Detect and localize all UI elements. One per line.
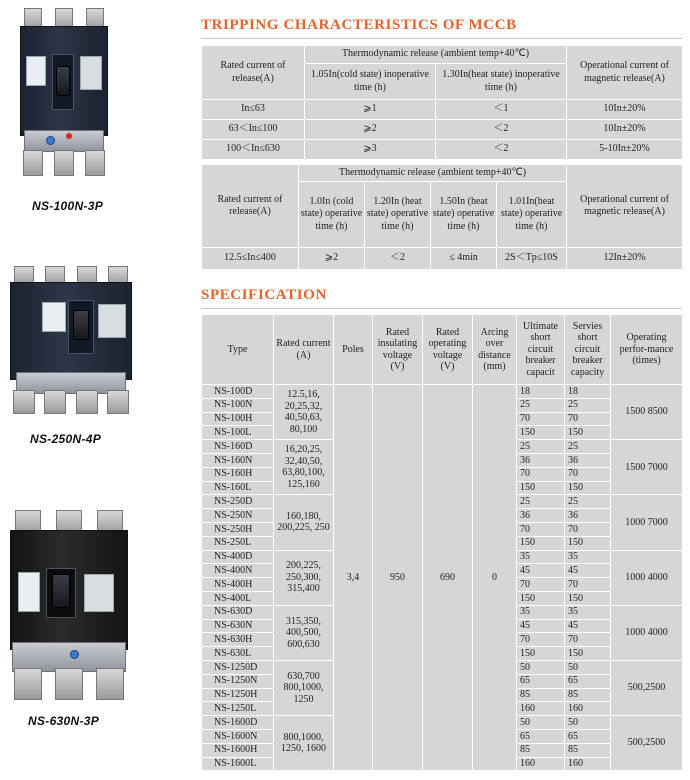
cell-ultimate: 70 bbox=[517, 522, 565, 536]
cell-rated-current: 800,1000, 1250, 1600 bbox=[274, 716, 334, 771]
cell-type: NS-630D bbox=[202, 605, 274, 619]
cell-ultimate: 150 bbox=[517, 481, 565, 495]
cell-type: NS-250D bbox=[202, 495, 274, 509]
product-ns100 bbox=[10, 8, 120, 218]
cell-service: 70 bbox=[565, 578, 611, 592]
cell-ultimate: 35 bbox=[517, 605, 565, 619]
cell-service: 50 bbox=[565, 716, 611, 730]
cell-type: NS-1600N bbox=[202, 729, 274, 743]
cell-ultimate: 85 bbox=[517, 688, 565, 702]
header-thermodynamic: Thermodynamic release (ambient temp+40℃) bbox=[299, 165, 567, 182]
cell-service: 150 bbox=[565, 426, 611, 440]
cell-service: 160 bbox=[565, 702, 611, 716]
cell-service: 35 bbox=[565, 605, 611, 619]
cell-type: NS-400D bbox=[202, 550, 274, 564]
cell-type: NS-160N bbox=[202, 453, 274, 467]
cell-service: 70 bbox=[565, 467, 611, 481]
cell-service: 70 bbox=[565, 633, 611, 647]
cell-ultimate: 70 bbox=[517, 467, 565, 481]
cell-rated-current: 315,350, 400,500, 600,630 bbox=[274, 605, 334, 660]
header-1-50in: 1.50In (heat state) operative time (h) bbox=[431, 182, 497, 248]
cell-service: 25 bbox=[565, 495, 611, 509]
cell-type: NS-630L bbox=[202, 647, 274, 661]
header-thermodynamic: Thermodynamic release (ambient temp+40℃) bbox=[305, 46, 567, 64]
cell-range: 100＜In≤630 bbox=[202, 140, 305, 160]
cell-ultimate: 70 bbox=[517, 412, 565, 426]
cell-range: 12.5≤In≤400 bbox=[202, 248, 299, 270]
cell-c4: 2S＜Tp≤10S bbox=[497, 248, 567, 270]
product-caption: NS-250N-4P bbox=[30, 432, 102, 446]
tripping-title: TRIPPING CHARACTERISTICS OF MCCB bbox=[201, 17, 517, 33]
cell-ultimate: 70 bbox=[517, 633, 565, 647]
cell-type: NS-160D bbox=[202, 440, 274, 454]
header-arcing-distance: Arcing over distance (mm) bbox=[473, 315, 517, 385]
cell-c1: ⩾2 bbox=[299, 248, 365, 270]
cell-ultimate: 36 bbox=[517, 509, 565, 523]
header-ultimate-capacity: Ultimate short circuit breaker capacit bbox=[517, 315, 565, 385]
header-type: Type bbox=[202, 315, 274, 385]
breaker-image-ns100 bbox=[18, 8, 110, 180]
header-magnetic: Operational current of magnetic release(A) bbox=[567, 165, 683, 248]
cell-rated-current: 160,180, 200,225, 250 bbox=[274, 495, 334, 550]
breaker-image-ns250 bbox=[8, 266, 134, 416]
cell-service: 36 bbox=[565, 509, 611, 523]
header-heat-state: 1.30In(heat state) inoperative time (h) bbox=[436, 64, 567, 100]
cell-poles: 3,4 bbox=[334, 385, 373, 771]
cell-cold: ⩾2 bbox=[305, 120, 436, 140]
cell-ultimate: 45 bbox=[517, 564, 565, 578]
header-operating-voltage: Rated operating voltage (V) bbox=[423, 315, 473, 385]
cell-heat: ＜1 bbox=[436, 100, 567, 120]
cell-cold: ⩾1 bbox=[305, 100, 436, 120]
table-row bbox=[202, 120, 683, 140]
cell-type: NS-1250D bbox=[202, 660, 274, 674]
cell-ultimate: 150 bbox=[517, 536, 565, 550]
title-underline bbox=[201, 308, 682, 309]
cell-rated-current: 630,700 800,1000, 1250 bbox=[274, 660, 334, 715]
cell-range: In≤63 bbox=[202, 100, 305, 120]
specification-title: SPECIFICATION bbox=[201, 287, 327, 303]
cell-type: NS-250N bbox=[202, 509, 274, 523]
cell-ultimate: 85 bbox=[517, 743, 565, 757]
cell-service: 18 bbox=[565, 385, 611, 399]
product-ns250 bbox=[4, 266, 134, 456]
cell-service: 150 bbox=[565, 591, 611, 605]
cell-service: 45 bbox=[565, 564, 611, 578]
cell-performance: 1000 7000 bbox=[611, 495, 683, 550]
cell-performance: 1000 4000 bbox=[611, 550, 683, 605]
table-row bbox=[202, 385, 683, 399]
cell-ultimate: 65 bbox=[517, 674, 565, 688]
cell-type: NS-160H bbox=[202, 467, 274, 481]
cell-ultimate: 45 bbox=[517, 619, 565, 633]
cell-ultimate: 25 bbox=[517, 495, 565, 509]
breaker-image-ns630 bbox=[8, 510, 130, 702]
cell-type: NS-630H bbox=[202, 633, 274, 647]
cell-rated-current: 200,225, 250,300, 315,400 bbox=[274, 550, 334, 605]
header-performance: Operating perfor-mance (times) bbox=[611, 315, 683, 385]
product-caption: NS-630N-3P bbox=[28, 714, 100, 728]
cell-type: NS-250L bbox=[202, 536, 274, 550]
header-1-20in: 1.20In (heat state) operative time (h) bbox=[365, 182, 431, 248]
cell-ultimate: 70 bbox=[517, 578, 565, 592]
table-row bbox=[202, 248, 683, 270]
cell-service: 150 bbox=[565, 536, 611, 550]
cell-service: 65 bbox=[565, 674, 611, 688]
cell-mag: 10In±20% bbox=[567, 100, 683, 120]
cell-service: 45 bbox=[565, 619, 611, 633]
cell-service: 160 bbox=[565, 757, 611, 771]
cell-type: NS-100H bbox=[202, 412, 274, 426]
cell-service: 85 bbox=[565, 688, 611, 702]
cell-performance: 1000 4000 bbox=[611, 605, 683, 660]
cell-ultimate: 150 bbox=[517, 591, 565, 605]
cell-insulating: 950 bbox=[373, 385, 423, 771]
cell-service: 70 bbox=[565, 522, 611, 536]
cell-service: 25 bbox=[565, 398, 611, 412]
cell-type: NS-630N bbox=[202, 619, 274, 633]
header-insulating-voltage: Rated insulating voltage (V) bbox=[373, 315, 423, 385]
cell-mag: 10In±20% bbox=[567, 120, 683, 140]
cell-service: 85 bbox=[565, 743, 611, 757]
cell-c2: ＜2 bbox=[365, 248, 431, 270]
cell-mag: 5-10In±20% bbox=[567, 140, 683, 160]
cell-type: NS-100N bbox=[202, 398, 274, 412]
cell-type: NS-1250L bbox=[202, 702, 274, 716]
cell-cold: ⩾3 bbox=[305, 140, 436, 160]
cell-type: NS-160L bbox=[202, 481, 274, 495]
cell-arcing: 0 bbox=[473, 385, 517, 771]
cell-ultimate: 150 bbox=[517, 647, 565, 661]
cell-ultimate: 150 bbox=[517, 426, 565, 440]
cell-type: NS-1600L bbox=[202, 757, 274, 771]
cell-ultimate: 25 bbox=[517, 398, 565, 412]
tripping-table-1 bbox=[201, 45, 683, 160]
specification-table bbox=[201, 314, 683, 771]
header-poles: Poles bbox=[334, 315, 373, 385]
cell-operating: 690 bbox=[423, 385, 473, 771]
title-underline bbox=[201, 38, 682, 39]
cell-type: NS-100D bbox=[202, 385, 274, 399]
cell-heat: ＜2 bbox=[436, 120, 567, 140]
table-row bbox=[202, 100, 683, 120]
cell-ultimate: 65 bbox=[517, 729, 565, 743]
cell-ultimate: 36 bbox=[517, 453, 565, 467]
cell-ultimate: 25 bbox=[517, 440, 565, 454]
cell-service: 35 bbox=[565, 550, 611, 564]
cell-service: 25 bbox=[565, 440, 611, 454]
cell-service: 150 bbox=[565, 647, 611, 661]
cell-performance: 1500 7000 bbox=[611, 440, 683, 495]
product-ns630 bbox=[4, 510, 134, 734]
cell-range: 63＜In≤100 bbox=[202, 120, 305, 140]
cell-performance: 500,2500 bbox=[611, 660, 683, 715]
cell-service: 50 bbox=[565, 660, 611, 674]
cell-heat: ＜2 bbox=[436, 140, 567, 160]
cell-service: 36 bbox=[565, 453, 611, 467]
header-rated-current: Rated current of release(A) bbox=[202, 46, 305, 100]
cell-performance: 500,2500 bbox=[611, 716, 683, 771]
cell-type: NS-100L bbox=[202, 426, 274, 440]
table-row bbox=[202, 140, 683, 160]
cell-performance: 1500 8500 bbox=[611, 385, 683, 440]
cell-service: 70 bbox=[565, 412, 611, 426]
header-magnetic: Operational current of magnetic release(A) bbox=[567, 46, 683, 100]
cell-ultimate: 50 bbox=[517, 660, 565, 674]
cell-type: NS-1600D bbox=[202, 716, 274, 730]
cell-type: NS-1250N bbox=[202, 674, 274, 688]
cell-rated-current: 16,20,25, 32,40,50, 63,80,100, 125,160 bbox=[274, 440, 334, 495]
cell-type: NS-400N bbox=[202, 564, 274, 578]
cell-type: NS-400L bbox=[202, 591, 274, 605]
cell-type: NS-1250H bbox=[202, 688, 274, 702]
cell-service: 65 bbox=[565, 729, 611, 743]
product-caption: NS-100N-3P bbox=[32, 199, 104, 213]
header-1-01in: 1.01In(heat state) operative time (h) bbox=[497, 182, 567, 248]
cell-ultimate: 160 bbox=[517, 757, 565, 771]
header-rated-current: Rated current (A) bbox=[274, 315, 334, 385]
cell-ultimate: 160 bbox=[517, 702, 565, 716]
header-cold-state: 1.05In(cold state) inoperative time (h) bbox=[305, 64, 436, 100]
header-service-capacity: Servies short circuit breaker capacity bbox=[565, 315, 611, 385]
tripping-table-2 bbox=[201, 164, 683, 270]
cell-type: NS-250H bbox=[202, 522, 274, 536]
cell-type: NS-400H bbox=[202, 578, 274, 592]
cell-ultimate: 18 bbox=[517, 385, 565, 399]
cell-ultimate: 35 bbox=[517, 550, 565, 564]
cell-ultimate: 50 bbox=[517, 716, 565, 730]
cell-c3: ≤ 4min bbox=[431, 248, 497, 270]
cell-mag: 12In±20% bbox=[567, 248, 683, 270]
cell-rated-current: 12.5,16, 20,25,32, 40,50,63, 80,100 bbox=[274, 385, 334, 440]
header-rated-current: Rated current of release(A) bbox=[202, 165, 299, 248]
cell-service: 150 bbox=[565, 481, 611, 495]
cell-type: NS-1600H bbox=[202, 743, 274, 757]
header-1-0in: 1.0In (cold state) operative time (h) bbox=[299, 182, 365, 248]
